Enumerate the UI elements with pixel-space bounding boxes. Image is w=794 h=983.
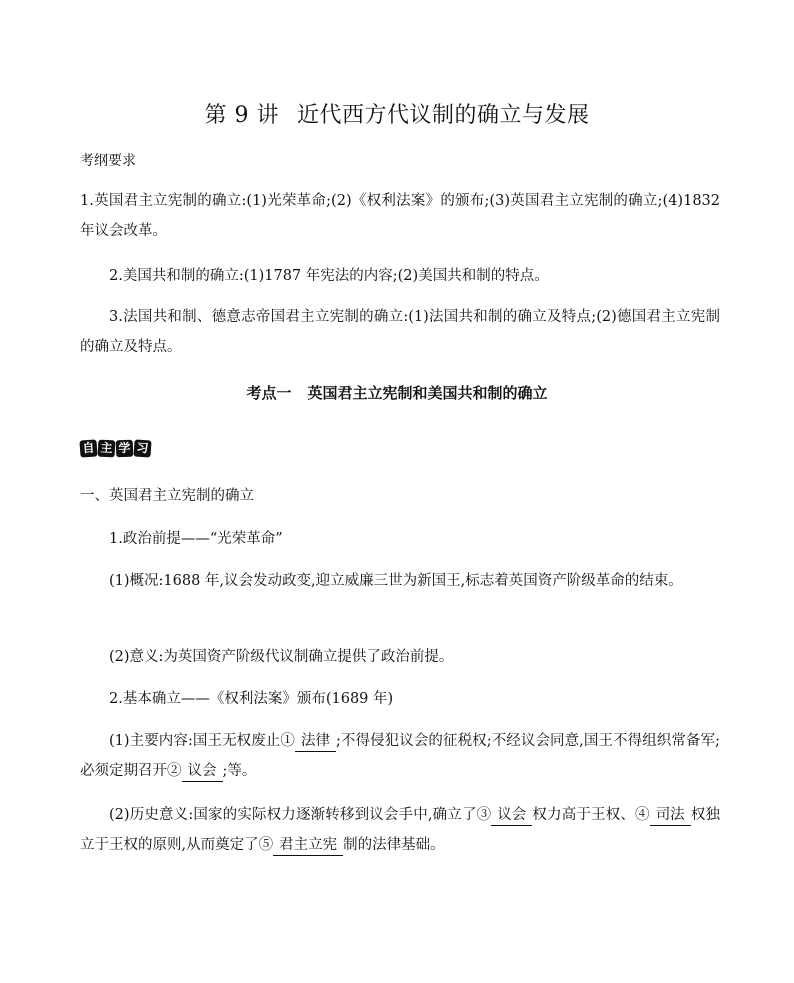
- text-run: (1)主要内容:国王无权废止①: [109, 733, 295, 749]
- text-run: (2)历史意义:国家的实际权力逐渐转移到议会手中,确立了③: [109, 807, 492, 823]
- text-run: 权独立于王权的原则,从而奠定了⑤: [80, 807, 721, 853]
- item1-overview: (1)概况:1688 年,议会发动政变,迎立威廉三世为新国王,标志着英国资产阶级革命的结束。: [109, 573, 683, 589]
- item1-significance: (2)意义:为英国资产阶级代议制确立提供了政治前提。: [109, 649, 454, 665]
- syllabus-label: 考纲要求: [80, 153, 136, 169]
- syllabus-item-1: 1.英国君主立宪制的确立:(1)光荣革命;(2)《权利法案》的颁布;(3)英国君主立宪制的确立;(4)1832 年议会改革。: [80, 193, 720, 239]
- topic-name: 英国君主立宪制和美国共和制的确立: [307, 384, 548, 402]
- badge-char: 习: [133, 439, 151, 457]
- item2-title: 2.基本确立——《权利法案》颁布(1689 年): [109, 691, 394, 707]
- answer-blank-1: 法律: [295, 731, 336, 752]
- lesson-number: 第 9 讲: [204, 103, 279, 128]
- topic-number: 考点一: [246, 384, 292, 402]
- syllabus-item-2: 2.美国共和制的确立:(1)1787 年宪法的内容;(2)美国共和制的特点。: [109, 268, 549, 284]
- text-run: ;等。: [222, 763, 257, 779]
- answer-blank-5: 君主立宪: [273, 835, 343, 856]
- badge-char: 自: [79, 439, 97, 457]
- item2-content: [80, 726, 720, 786]
- text-run: 制的法律基础。: [343, 837, 445, 853]
- lesson-title: [0, 98, 794, 129]
- answer-blank-4: 司法: [650, 805, 691, 826]
- section-heading: 一、英国君主立宪制的确立: [80, 488, 254, 504]
- syllabus-item-3: 3.法国共和制、德意志帝国君主立宪制的确立:(1)法国共和制的确立及特点;(2)德国君主立宪制的确立及特点。: [80, 309, 720, 355]
- badge-char: 学: [116, 440, 134, 458]
- text-run: ;不得侵犯议会的征税权;不经议会同意,国王不得组织常备军;必须定期召开②: [80, 733, 720, 779]
- item1-title: 1.政治前提——“光荣革命”: [109, 531, 283, 547]
- topic-heading: [0, 382, 794, 403]
- lesson-name: 近代西方代议制的确立与发展: [296, 103, 590, 128]
- self-study-badge: [80, 440, 151, 458]
- item2-significance: [80, 800, 720, 860]
- badge-char: 主: [98, 440, 116, 458]
- answer-blank-2: 议会: [182, 761, 223, 782]
- answer-blank-3: 议会: [491, 805, 532, 826]
- text-run: 权力高于王权、④: [532, 807, 650, 823]
